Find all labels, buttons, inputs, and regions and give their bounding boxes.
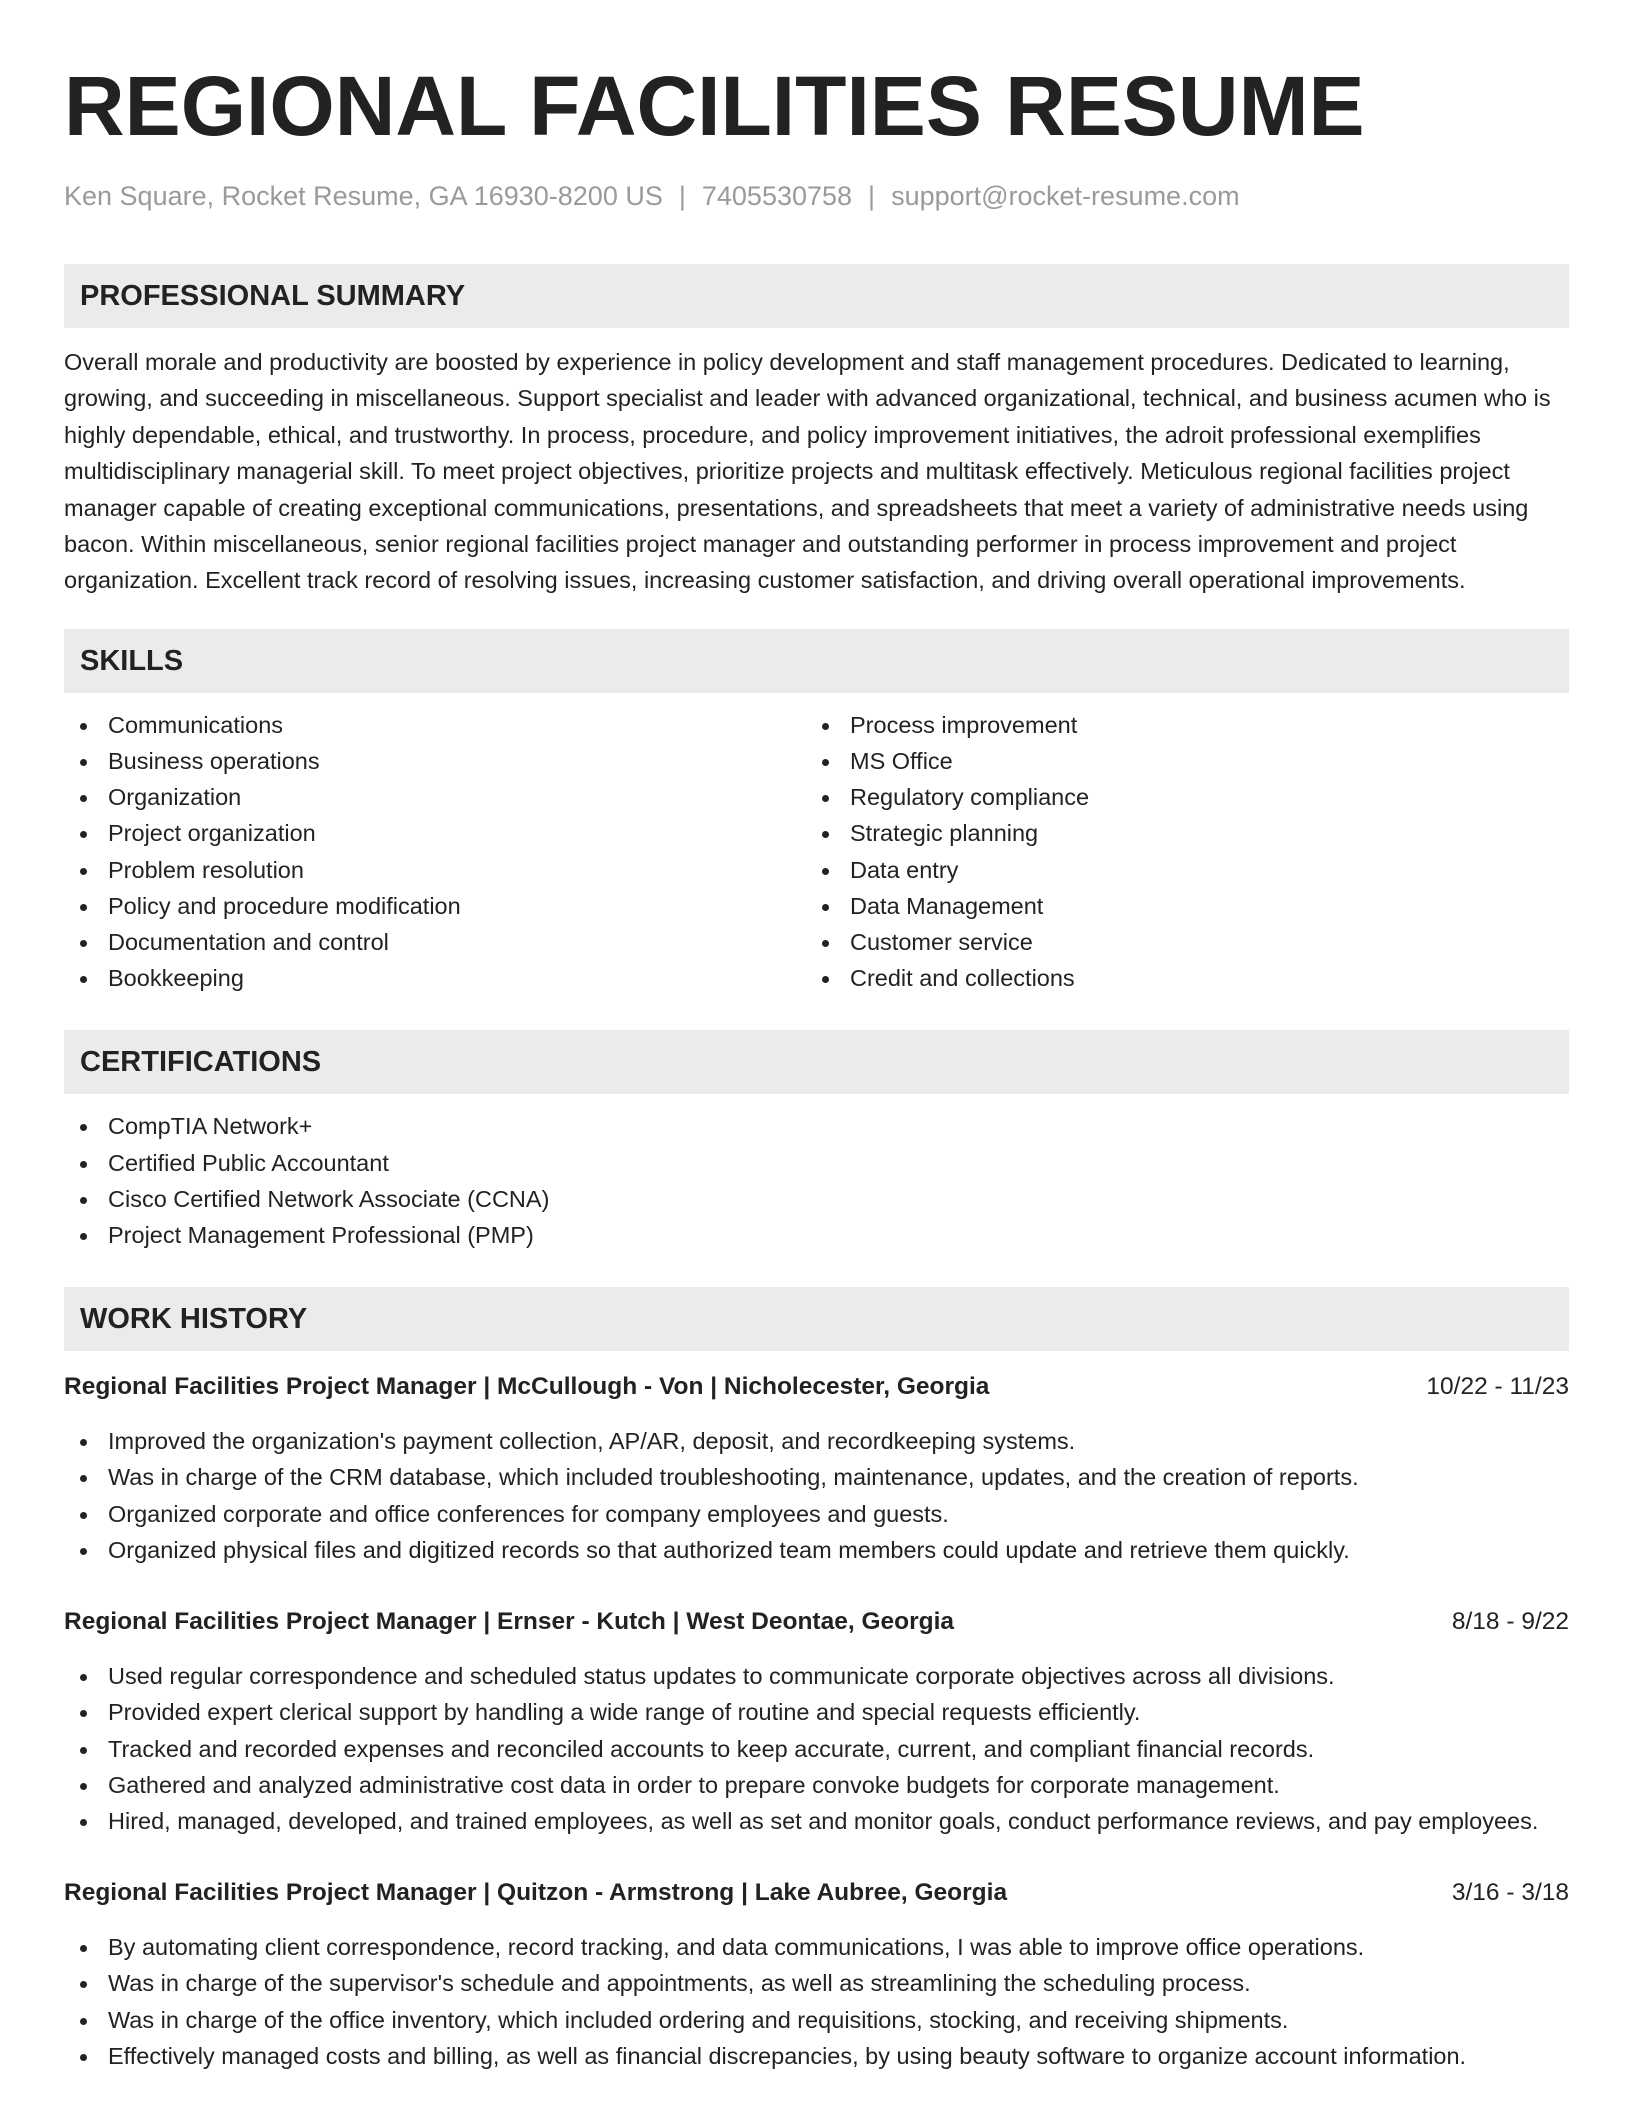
skill-item: MS Office <box>806 743 1548 779</box>
skill-item: Regulatory compliance <box>806 779 1548 815</box>
job-bullet: Gathered and analyzed administrative cost data in order to prepare convoke budgets for corporate management. <box>64 1767 1569 1803</box>
job-bullet: Was in charge of the CRM database, which included troubleshooting, maintenance, updates, and the creation of reports. <box>64 1459 1569 1495</box>
job-header <box>64 1604 1569 1640</box>
job-bullet: Was in charge of the supervisor's schedule and appointments, as well as streamlining the scheduling process. <box>64 1965 1569 2001</box>
job-bullet: Organized corporate and office conferences for company employees and guests. <box>64 1496 1569 1532</box>
job-bullet: By automating client correspondence, record tracking, and data communications, I was able to improve office operations. <box>64 1929 1569 1965</box>
contact-email: support@rocket-resume.com <box>891 181 1240 211</box>
job-title: Regional Facilities Project Manager | Quitzon - Armstrong | Lake Aubree, Georgia <box>64 1879 1008 1907</box>
job-dates: 10/22 - 11/23 <box>1426 1373 1569 1401</box>
job-entry <box>64 1875 1569 2074</box>
skills-column-left <box>64 707 806 997</box>
certification-item: Certified Public Accountant <box>64 1145 1569 1181</box>
job-dates: 8/18 - 9/22 <box>1451 1608 1569 1636</box>
skill-item: Communications <box>64 707 806 743</box>
contact-line <box>64 180 1569 212</box>
certification-item: Cisco Certified Network Associate (CCNA) <box>64 1181 1569 1217</box>
skill-item: Customer service <box>806 924 1548 960</box>
job-bullet: Improved the organization's payment collection, AP/AR, deposit, and recordkeeping systems. <box>64 1423 1569 1459</box>
section-header-skills: SKILLS <box>64 629 1569 693</box>
job-entry <box>64 1369 1569 1568</box>
contact-phone: 7405530758 <box>701 181 853 211</box>
job-bullet: Used regular correspondence and scheduled status updates to communicate corporate objectives across all divisions. <box>64 1658 1569 1694</box>
summary-text: Overall morale and productivity are boosted by experience in policy development and staff management procedures. Dedicated to learning, growing, and succeeding in miscellaneous. Support specialist and leader with advanced organizational, technical, and business acumen who is highly dependable, ethical, and trustworthy. In process, procedure, and policy improvement initiatives, the adroit professional exemplifies multidisciplinary managerial skill. To meet project objectives, prioritize projects and multitask effectively. Meticulous regional facilities project manager capable of creating exceptional communications, presentations, and spreadsheets that meet a variety of administrative needs using bacon. Within miscellaneous, senior regional facilities project manager and outstanding performer in process improvement and project organization. Excellent track record of resolving issues, increasing customer satisfaction, and driving overall operational improvements. <box>64 349 1551 594</box>
certifications-list <box>64 1108 1569 1253</box>
skill-item: Bookkeeping <box>64 960 806 996</box>
job-bullets <box>64 1929 1569 2074</box>
resume-title: REGIONAL FACILITIES RESUME <box>64 59 1365 153</box>
job-bullets <box>64 1423 1569 1568</box>
skill-item: Data entry <box>806 852 1548 888</box>
job-title: Regional Facilities Project Manager | Ernser - Kutch | West Deontae, Georgia <box>64 1608 955 1636</box>
skill-item: Organization <box>64 779 806 815</box>
job-bullets <box>64 1658 1569 1839</box>
contact-separator: | <box>678 181 686 211</box>
job-bullet: Organized physical files and digitized records so that authorized team members could update and retrieve them quickly. <box>64 1532 1569 1568</box>
skill-item: Credit and collections <box>806 960 1548 996</box>
job-bullet: Hired, managed, developed, and trained employees, as well as set and monitor goals, conduct performance reviews, and pay employees. <box>64 1803 1569 1839</box>
skills-list <box>64 707 1569 997</box>
skill-item: Business operations <box>64 743 806 779</box>
job-header <box>64 1875 1569 1911</box>
certification-item: Project Management Professional (PMP) <box>64 1217 1569 1253</box>
skill-item: Process improvement <box>806 707 1548 743</box>
contact-address: Ken Square, Rocket Resume, GA 16930-8200 US <box>64 181 663 211</box>
contact-separator: | <box>868 181 876 211</box>
skills-column-right <box>806 707 1548 997</box>
skill-item: Strategic planning <box>806 815 1548 851</box>
job-title: Regional Facilities Project Manager | McCullough - Von | Nicholecester, Georgia <box>64 1373 990 1401</box>
job-header <box>64 1369 1569 1405</box>
skill-item: Documentation and control <box>64 924 806 960</box>
skill-item: Data Management <box>806 888 1548 924</box>
skill-item: Policy and procedure modification <box>64 888 806 924</box>
skill-item: Project organization <box>64 815 806 851</box>
job-dates: 3/16 - 3/18 <box>1451 1879 1569 1907</box>
job-bullet: Provided expert clerical support by handling a wide range of routine and special requests efficiently. <box>64 1694 1569 1730</box>
skill-item: Problem resolution <box>64 852 806 888</box>
job-entry <box>64 1604 1569 1839</box>
job-bullet: Effectively managed costs and billing, as well as financial discrepancies, by using beauty software to organize account information. <box>64 2038 1569 2074</box>
job-bullet: Tracked and recorded expenses and reconciled accounts to keep accurate, current, and compliant financial records. <box>64 1731 1569 1767</box>
job-bullet: Was in charge of the office inventory, which included ordering and requisitions, stocking, and receiving shipments. <box>64 2002 1569 2038</box>
resume-page <box>64 0 1569 2074</box>
section-header-certifications: CERTIFICATIONS <box>64 1030 1569 1094</box>
section-header-summary: PROFESSIONAL SUMMARY <box>64 264 1569 328</box>
certification-item: CompTIA Network+ <box>64 1108 1569 1144</box>
section-header-work-history: WORK HISTORY <box>64 1287 1569 1351</box>
